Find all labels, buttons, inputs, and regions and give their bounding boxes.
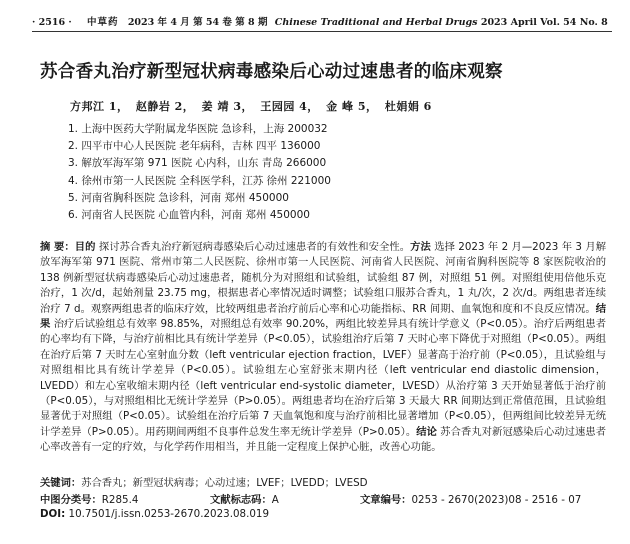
paper-title: 苏合香丸治疗新型冠状病毒感染后心动过速患者的临床观察 bbox=[40, 62, 503, 82]
article-no-value: 0253 - 2670(2023)08 - 2516 - 07 bbox=[411, 494, 582, 506]
conclusion-label: 结论 bbox=[416, 425, 437, 438]
doi-label: DOI: bbox=[40, 508, 66, 520]
affiliation: 3. 解放军海军第 971 医院 心内科，山东 青岛 266000 bbox=[68, 157, 327, 170]
doi-value[interactable]: 10.7501/j.issn.0253-2670.2023.08.019 bbox=[68, 508, 270, 520]
results-text: 治疗后试验组总有效率 98.85%，对照组总有效率 90.20%，两组比较差异具有统计学意义（P<0.05）。治疗后两组患者的心率均有下降，与治疗前相比具有统计学差异（P<0.05），试验组治疗后第 7 天时心率下降优于对照组（P<0.05）。两组在治疗后第 7 天时左心室射血分数（left ventricular ejection fraction，LVEF）显著高于治疗前（P<0.05），且试验组与对照组相比具有统计学差异（P<0.05）。试验组左心室舒张末期内径（left ventricular end diastolic dimension，LVEDD）和左心室收缩末期内径（left ventricular end-systolic diameter，LVESD）从治疗第 3 天开始显著低于治疗前（P<0.05），与对照组相比无统计学差异（P>0.05）。两组患者均在治疗后第 3 天最大 RR 间期达到正常值范围，且试验组显著优于对照组（P<0.05）。试验组在治疗后第 7 天血氧饱和度与治疗前相比显著增加（P<0.05），但两组间比较差异无统计学差异（P>0.05）。用药期间两组不良事件总发生率无统计学差异（P>0.05）。 bbox=[40, 318, 607, 438]
doc-code-value: A bbox=[271, 494, 279, 506]
journal-name-en: Chinese Traditional and Herbal Drugs bbox=[274, 17, 478, 28]
results-label: 结果 bbox=[40, 302, 606, 331]
doc-code-label: 文献标志码： bbox=[210, 494, 272, 506]
affiliation: 1. 上海中医药大学附属龙华医院 急诊科，上海 200032 bbox=[68, 123, 328, 135]
conclusion-text: 苏合香丸对新冠感染后心动过速患者心率改善有一定的疗效，与化学药作用相当，并且能一定程度上保护心脏，改善心功能。 bbox=[40, 425, 607, 454]
affiliation: 4. 徐州市第一人民医院 全科医学科，江苏 徐州 221000 bbox=[68, 174, 331, 187]
abstract-label: 摘 要： bbox=[40, 241, 75, 253]
classification-line bbox=[40, 491, 581, 506]
author-list bbox=[70, 98, 435, 114]
journal-name-cn: 中草药 bbox=[86, 17, 119, 28]
methods-text: 选择 2023 年 2 月—2023 年 3 月解放军海军第 971 医院、常州市第二人民医院、徐州市第一人民医院、河南省人民医院、河南省胸科医院等 8 家医院收治的 138 例新型冠状病毒感染后心动过速患者，随机分为对照组和试验组，试验组 87 例，对照组 51 例。对照组使用倍他乐克治疗，1 次/d，起始剂量 23.75 mg，根据患者心率情况适时调整；试验组口服苏合香丸，1 丸/次，2 次/d。两组患者连续治疗 7 d。观察两组患者的临床疗效，比较两组患者治疗前后心率和心功能指标、RR 间期、血氧饱和度和不良反应情况。 bbox=[40, 241, 606, 315]
article-no-label: 文章编号： bbox=[360, 494, 412, 506]
issue-en: 2023 April Vol. 54 No. 8 bbox=[480, 17, 608, 28]
affiliation: 5. 河南省胸科医院 急诊科，河南 郑州 450000 bbox=[68, 191, 289, 204]
objective-label: 目的 bbox=[74, 241, 96, 253]
author: 金 峰 5， bbox=[326, 100, 378, 113]
author: 姜 靖 3， bbox=[201, 100, 253, 113]
doi-line bbox=[40, 508, 269, 520]
keywords-label: 关键词： bbox=[40, 477, 82, 489]
keywords bbox=[40, 474, 368, 489]
clc-label: 中图分类号： bbox=[40, 494, 102, 506]
clc-value: R285.4 bbox=[101, 494, 139, 506]
author: 王园园 4， bbox=[260, 100, 319, 113]
keywords-text: 苏合香丸；新型冠状病毒；心动过速；LVEF；LVEDD；LVESD bbox=[81, 477, 368, 489]
affiliation-list bbox=[68, 121, 331, 224]
author: 赵静岩 2， bbox=[135, 100, 195, 113]
author: 方邦江 1， bbox=[70, 100, 129, 113]
abstract bbox=[40, 240, 606, 456]
author: 杜娟娟 6 bbox=[384, 100, 432, 113]
issue-cn: 2023 年 4 月 第 54 卷 第 8 期 bbox=[127, 17, 268, 28]
affiliation: 6. 河南省人民医院 心血管内科，河南 郑州 450000 bbox=[68, 209, 310, 222]
running-header bbox=[32, 14, 612, 32]
objective-text: 探讨苏合香丸治疗新冠病毒感染后心动过速患者的有效性和安全性。 bbox=[98, 241, 411, 253]
affiliation: 2. 四平市中心人民医院 老年病科，吉林 四平 136000 bbox=[68, 140, 321, 153]
methods-label: 方法 bbox=[410, 241, 431, 253]
page-number: · 2516 · bbox=[32, 17, 72, 28]
